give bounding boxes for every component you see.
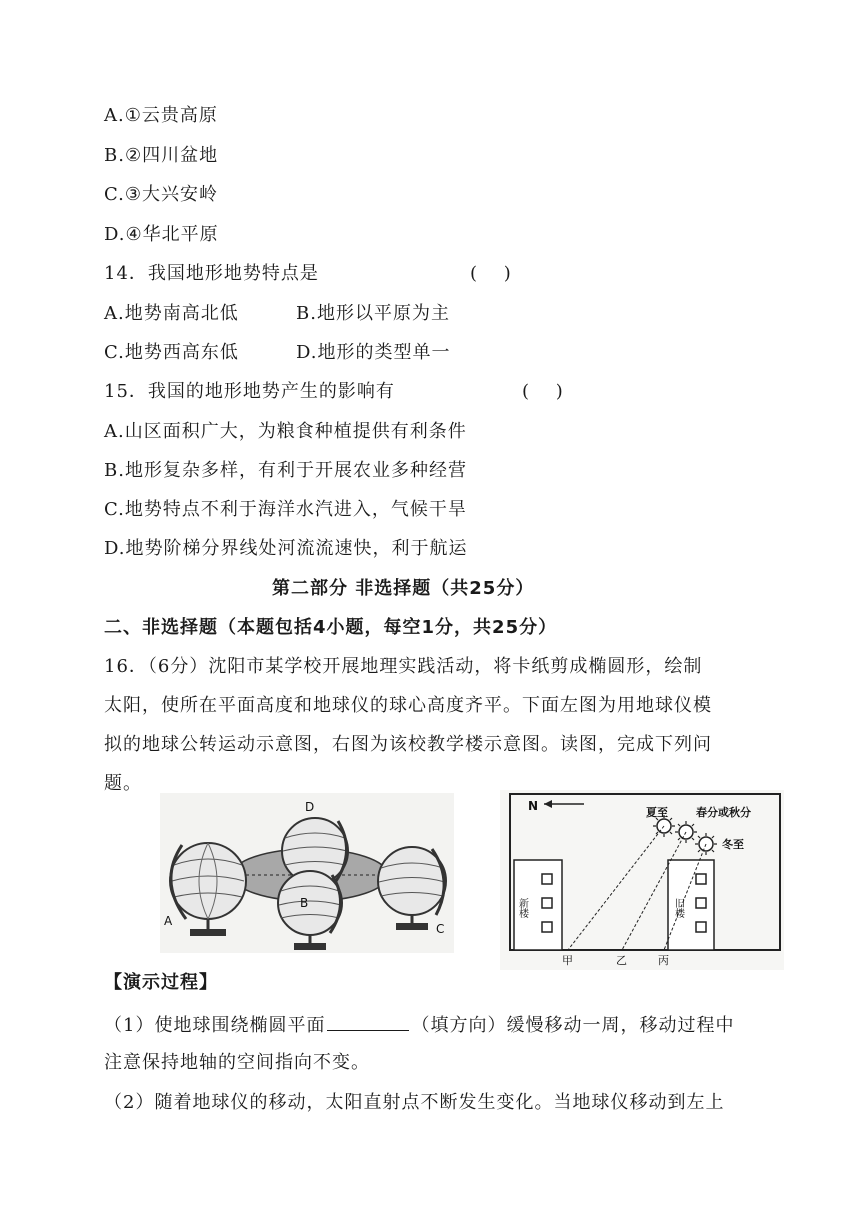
q14-option-d: D.地形的类型单一	[296, 342, 451, 363]
q13-option-a: A.①云贵高原	[104, 105, 218, 126]
q15-option-c: C.地势特点不利于海洋水汽进入，气候干旱	[104, 499, 467, 520]
q15-option-d: D.地势阶梯分界线处河流流速快，利于航运	[104, 538, 468, 559]
globe-label-d: D	[305, 800, 315, 814]
q15-option-b: B.地形复杂多样，有利于开展农业多种经营	[104, 460, 467, 481]
demo-title: 【演示过程】	[104, 972, 218, 993]
revolution-figure	[160, 793, 454, 953]
q14-stem: 14．我国地形地势特点是	[104, 263, 319, 284]
ground-label-yi: 乙	[616, 954, 627, 967]
sun-label-summer: 夏至	[646, 806, 668, 819]
new-building-label: 新楼	[516, 898, 528, 918]
section2-title: 二、非选择题（本题包括4小题，每空1分，共25分）	[104, 617, 558, 638]
q16-line-2: 太阳，使所在平面高度和地球仪的球心高度齐平。下面左图为用地球仪模	[104, 695, 712, 716]
q14-option-b: B.地形以平原为主	[296, 303, 450, 324]
old-building-label: 旧楼	[672, 898, 684, 918]
sub1-after: （填方向）缓慢移动一周，移动过程中	[411, 1015, 735, 1036]
sub1-before: （1）使地球围绕椭圆平面	[104, 1015, 326, 1036]
sub1-line-1	[104, 1012, 734, 1038]
q14-option-c: C.地势西高东低	[104, 342, 239, 363]
sun-label-equinox: 春分或秋分	[696, 806, 751, 819]
q16-line-3: 拟的地球公转运动示意图，右图为该校教学楼示意图。读图，完成下列问	[104, 734, 712, 755]
sub1-line-2: 注意保持地轴的空间指向不变。	[104, 1052, 370, 1073]
sub2-line-1: （2）随着地球仪的移动，太阳直射点不断发生变化。当地球仪移动到左上	[104, 1092, 725, 1113]
ground-label-jia: 甲	[562, 954, 573, 967]
q13-option-b: B.②四川盆地	[104, 145, 219, 166]
building-figure	[500, 790, 784, 970]
q16-line-1: 16．（6分）沈阳市某学校开展地理实践活动，将卡纸剪成椭圆形，绘制	[104, 656, 703, 677]
globe-label-c: C	[436, 922, 445, 936]
north-label: N	[528, 799, 539, 813]
part2-title: 第二部分 非选择题（共25分）	[272, 578, 535, 599]
q15-stem: 15．我国的地形地势产生的影响有	[104, 381, 395, 402]
q14-answer-paren: ( )	[470, 263, 512, 284]
globe-label-a: A	[164, 914, 173, 928]
ground-label-bing: 丙	[658, 954, 669, 967]
q16-line-4: 题。	[104, 773, 142, 794]
sun-label-winter: 冬至	[722, 838, 744, 851]
q14-option-a: A.地势南高北低	[104, 303, 239, 324]
globe-label-b: B	[300, 896, 309, 910]
q15-option-a: A.山区面积广大，为粮食种植提供有利条件	[104, 421, 467, 442]
q13-option-d: D.④华北平原	[104, 224, 219, 245]
answer-blank[interactable]	[327, 1012, 409, 1031]
q15-answer-paren: ( )	[522, 381, 564, 402]
q13-option-c: C.③大兴安岭	[104, 184, 218, 205]
